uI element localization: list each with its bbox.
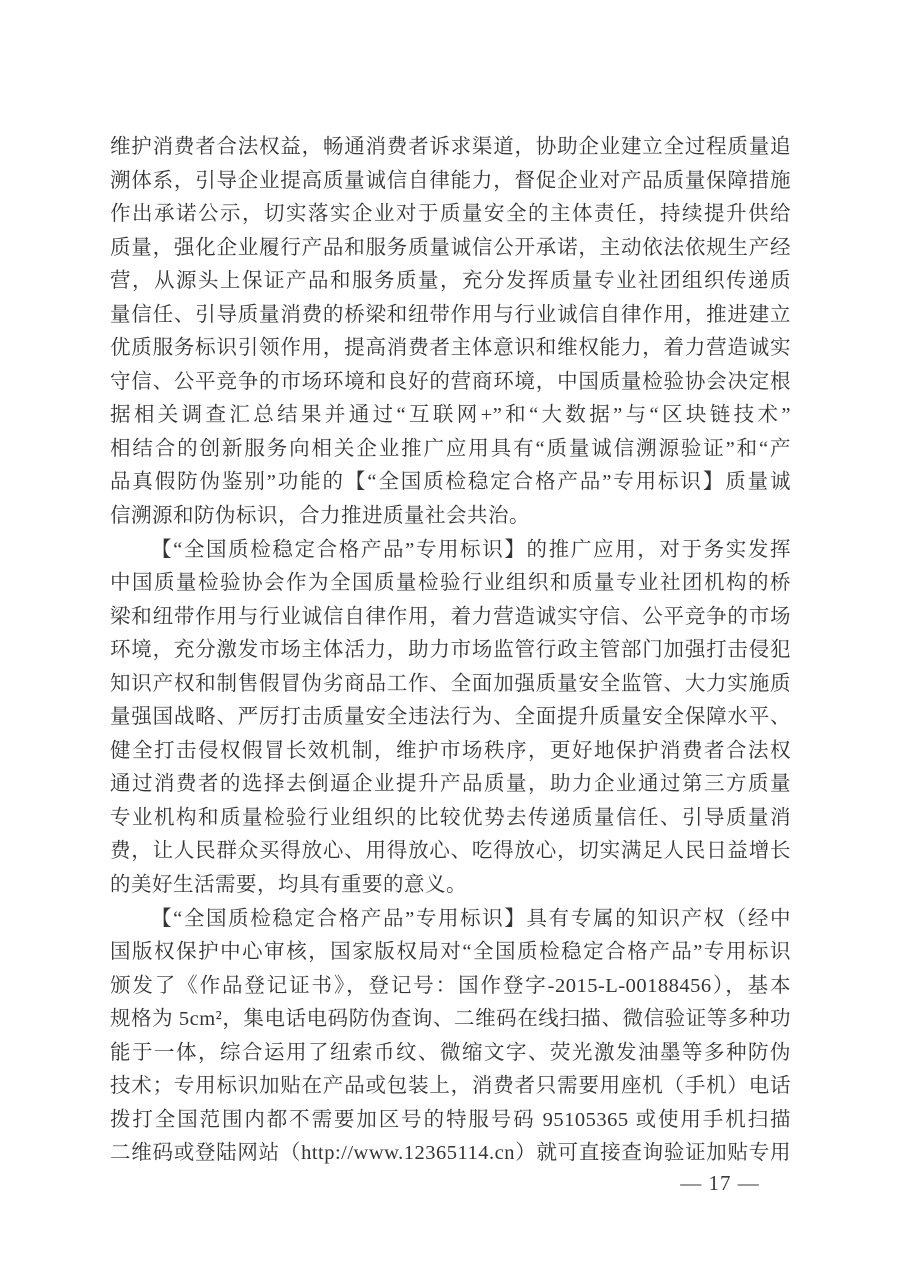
text-line: 相结合的创新服务向相关企业推广应用具有“质量诚信溯源验证”和“产 — [110, 437, 791, 460]
text-line: 质量，强化企业履行产品和服务质量诚信公开承诺，主动依法依规生产经 — [110, 236, 791, 259]
text-line: 通过消费者的选择去倒逼企业提升产品质量，助力企业通过第三方质量 — [110, 773, 791, 796]
text-line: 健全打击侵权假冒长效机制，维护市场秩序，更好地保护消费者合法权 — [110, 739, 791, 762]
text-line: 中国质量检验协会作为全国质量检验行业组织和质量专业社团机构的桥 — [110, 572, 791, 595]
text-line: 专业机构和质量检验行业组织的比较优势去传递质量信任、引导质量消 — [110, 806, 791, 829]
page-number: — 17 — — [680, 1171, 760, 1195]
text-line: 【“全国质检稳定合格产品”专用标识】具有专属的知识产权（经中 — [151, 907, 791, 930]
text-line: 拨打全国范围内都不需要加区号的特服号码 95105365 或使用手机扫描 — [110, 1108, 791, 1131]
text-line: 的美好生活需要，均具有重要的意义。 — [110, 874, 467, 897]
text-line: 营，从源头上保证产品和服务质量，充分发挥质量专业社团组织传递质 — [110, 270, 791, 293]
paragraph — [110, 131, 791, 534]
text-line: 维护消费者合法权益，畅通消费者诉求渠道，协助企业建立全过程质量追 — [110, 136, 791, 158]
text-line: 作出承诺公示，切实落实企业对于质量安全的主体责任，持续提升供给 — [110, 203, 791, 226]
text-line: 国版权保护中心审核，国家版权局对“全国质检稳定合格产品”专用标识 — [110, 941, 791, 964]
body-text — [110, 131, 791, 1171]
text-line: 环境，充分激发市场主体活力，助力市场监管行政主管部门加强打击侵犯 — [110, 639, 791, 662]
text-line: 优质服务标识引领作用，提高消费者主体意识和维权能力，着力营造诚实 — [110, 337, 791, 360]
text-line: 技术；专用标识加贴在产品或包装上，消费者只需要用座机（手机）电话 — [110, 1075, 791, 1098]
text-line: 品真假防伪鉴别”功能的【“全国质检稳定合格产品”专用标识】质量诚 — [110, 471, 791, 494]
text-line: 据相关调查汇总结果并通过“互联网+”和“大数据”与“区块链技术” — [110, 404, 791, 427]
text-line: 费，让人民群众买得放心、用得放心、吃得放心，切实满足人民日益增长 — [110, 840, 791, 863]
text-line: 守信、公平竞争的市场环境和良好的营商环境，中国质量检验协会决定根 — [110, 370, 791, 393]
text-line: 量信任、引导质量消费的桥梁和纽带作用与行业诚信自律作用，推进建立 — [110, 303, 791, 326]
text-line: 规格为 5cm²，集电话电码防伪查询、二维码在线扫描、微信验证等多种功 — [110, 1008, 791, 1031]
text-line: 溯体系，引导企业提高质量诚信自律能力，督促企业对产品质量保障措施 — [110, 169, 791, 192]
text-line: 二维码或登陆网站（http://www.12365114.cn）就可直接查询验证加贴专用 — [110, 1142, 791, 1165]
paragraph — [110, 903, 791, 1171]
text-line: 知识产权和制售假冒伪劣商品工作、全面加强质量安全监管、大力实施质 — [110, 672, 791, 695]
text-line: 梁和纽带作用与行业诚信自律作用，着力营造诚实守信、公平竞争的市场 — [110, 605, 791, 628]
text-line: 能于一体，综合运用了纽索币纹、微缩文字、荧光激发油墨等多种防伪 — [110, 1041, 791, 1064]
text-line: 颁发了《作品登记证书》，登记号：国作登字-2015-L-00188456），基本 — [110, 974, 791, 997]
text-line: 【“全国质检稳定合格产品”专用标识】的推广应用，对于务实发挥 — [151, 538, 791, 561]
text-line: 信溯源和防伪标识，合力推进质量社会共治。 — [110, 505, 530, 528]
text-line: 量强国战略、严厉打击质量安全违法行为、全面提升质量安全保障水平、 — [110, 706, 791, 729]
paragraph — [110, 534, 791, 903]
